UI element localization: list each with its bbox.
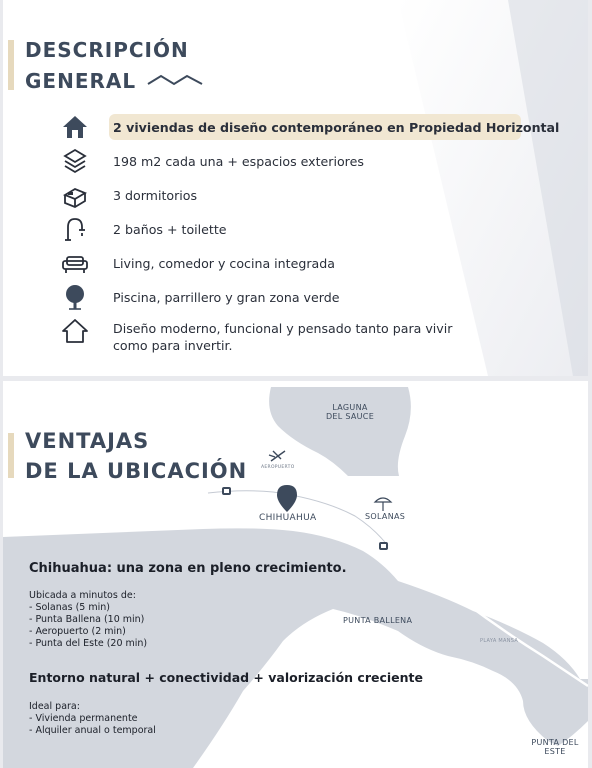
distance-item: - Solanas (5 min): [29, 602, 110, 613]
feature-text: [113, 320, 452, 354]
map-label-playa-mansa: PLAYA MANSA: [480, 638, 519, 644]
feature-item: [61, 113, 561, 143]
map-label-aeropuerto: AEROPUERTO: [261, 465, 295, 470]
feature-text: 2 baños + toilette: [113, 222, 227, 237]
distance-item: - Aeropuerto (2 min): [29, 626, 126, 637]
feature-item: [61, 283, 561, 313]
headline: Chihuahua: una zona en pleno crecimiento.: [29, 561, 347, 576]
bed-icon: [61, 181, 89, 209]
distance-item: - Punta del Este (20 min): [29, 638, 148, 649]
map-label-punta-ballena: PUNTA BALLENA: [343, 616, 413, 625]
map-label-chihuahua: CHIHUAHUA: [259, 513, 317, 523]
section-title: VENTAJAS DE LA UBICACIÓN: [25, 429, 248, 483]
laguna-line1: LAGUNA: [332, 403, 368, 412]
tree-icon: [61, 283, 89, 311]
umbrella-icon: [375, 498, 391, 511]
layers-icon: [61, 147, 89, 175]
tagline: Entorno natural + conectividad + valorización creciente: [29, 670, 423, 685]
feature-text: Piscina, parrillero y gran zona verde: [113, 290, 340, 305]
feature-text: Living, comedor y cocina integrada: [113, 256, 335, 271]
sofa-icon: [61, 249, 89, 277]
feature-item: [61, 147, 561, 177]
location-card: [3, 381, 588, 768]
ideal-item: - Alquiler anual o temporal: [29, 725, 156, 736]
feature-item: [61, 181, 561, 211]
ideal-label: Ideal para:: [29, 701, 80, 712]
ubicada-label: Ubicada a minutos de:: [29, 590, 136, 601]
house-outline-icon: [61, 317, 89, 345]
title-accent-bar: [8, 433, 14, 478]
map-label-solanas: SOLANAS: [365, 512, 406, 521]
section-title: DESCRIPCIÓN GENERAL: [25, 38, 189, 93]
distance-item: - Punta Ballena (10 min): [29, 614, 145, 625]
feature-item: [61, 249, 561, 279]
lagoon-shape: [269, 387, 411, 476]
feature-text: 2 viviendas de diseño contemporáneo en Propiedad Horizontal: [113, 120, 560, 135]
map-label-laguna: [325, 403, 375, 421]
feature-text: 198 m2 cada una + espacios exteriores: [113, 154, 364, 169]
laguna-line2: DEL SAUCE: [325, 412, 375, 421]
feature-text: 3 dormitorios: [113, 188, 198, 203]
faucet-icon: [61, 215, 89, 243]
feature-text-line2: como para invertir.: [113, 338, 233, 353]
map-label-punta-del-este: PUNTA DEL ESTE: [531, 738, 579, 756]
wave-icon: [146, 73, 204, 87]
airplane-icon: [269, 451, 285, 461]
ideal-item: - Vivienda permanente: [29, 713, 138, 724]
location-pin-icon: [277, 485, 297, 512]
description-card: [3, 0, 588, 376]
feature-item: [61, 317, 561, 357]
feature-text-line1: Diseño moderno, funcional y pensado tanto para vivir: [113, 321, 453, 336]
house-icon: [61, 113, 89, 141]
title-accent-bar: [8, 40, 14, 90]
feature-item: [61, 215, 561, 245]
